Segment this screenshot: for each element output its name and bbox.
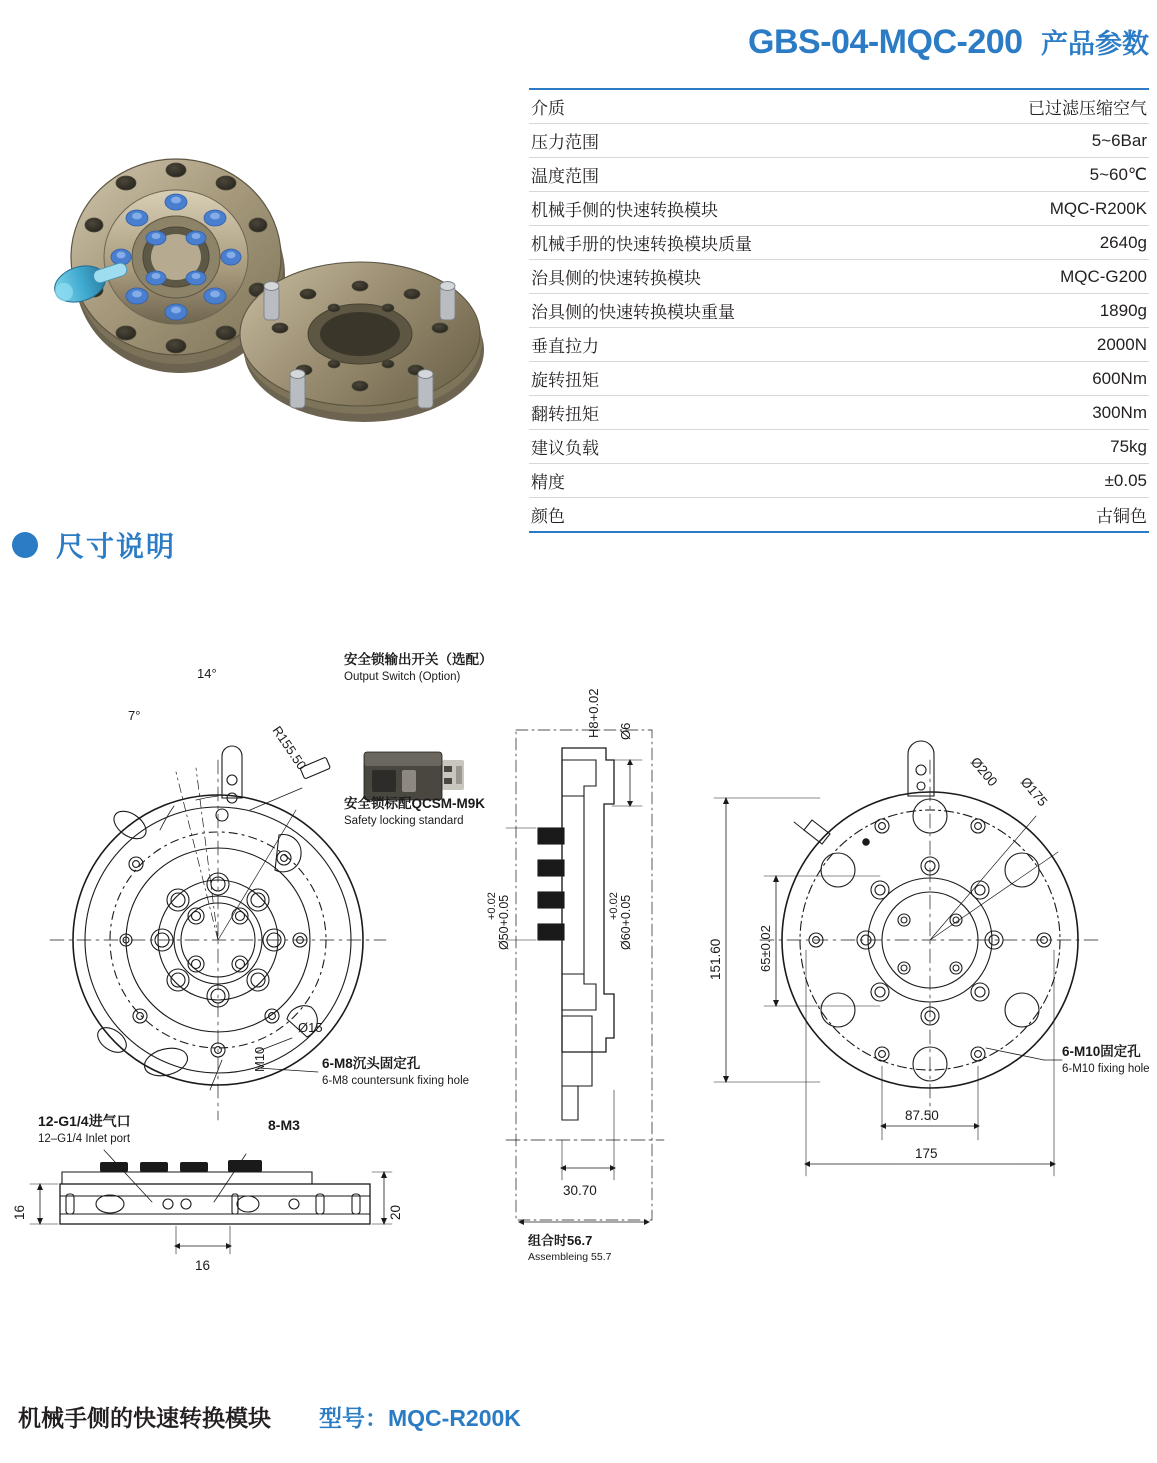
label-depth-3070: 30.70 [563,1183,597,1198]
label-countersunk-en: 6-M8 countersunk fixing hole [322,1075,470,1087]
table-row [529,396,1149,430]
spec-key: 翻转扭矩 [529,396,930,430]
spec-value: 2640g [930,226,1149,260]
label-dia60-tolerance: +0.02 [608,892,620,920]
table-row [529,294,1149,328]
technical-drawing-svg [0,620,1157,1340]
label-dia50: Ø50+0.05 [497,894,511,950]
bullet-dot-icon [12,532,38,558]
label-dia175: Ø175 [1017,774,1051,810]
label-fixing-cn: 6-M10固定孔 [1062,1044,1141,1059]
label-dia60: Ø60+0.05 [619,894,633,950]
label-dim-8750: 87.50 [905,1108,939,1123]
spec-key: 建议负载 [529,430,930,464]
output-switch-illustration [364,752,464,800]
table-row [529,226,1149,260]
spec-key: 精度 [529,464,930,498]
label-dia6: Ø6 [618,722,633,740]
label-output-switch-cn: 安全锁输出开关（选配） [344,652,493,667]
technical-drawing-area [0,620,1157,1340]
footer [18,1400,521,1433]
spec-value: MQC-R200K [930,192,1149,226]
spec-value: 5~60℃ [930,158,1149,192]
spec-value: ±0.05 [930,464,1149,498]
table-row [529,260,1149,294]
footer-model-label: 型号：MQC-R200K [319,1405,521,1431]
section-heading-label: 尺寸说明 [56,531,177,562]
spec-value: 75kg [930,430,1149,464]
label-assembly-cn: 组合时56.7 [528,1233,593,1248]
label-h8: H8+0.02 [586,688,601,738]
label-dim16-center: 16 [195,1258,211,1273]
spec-value: 1890g [930,294,1149,328]
product-overview-section [0,0,1157,526]
spec-key: 颜色 [531,507,565,526]
spec-key: 治具侧的快速转换模块 [529,260,930,294]
spec-key: 温度范围 [529,158,930,192]
label-dim20: 20 [388,1204,403,1220]
label-countersunk-cn: 6-M8沉头固定孔 [322,1056,421,1071]
spec-value: 2000N [930,328,1149,362]
label-inlet-en: 12–G1/4 Inlet port [38,1133,131,1145]
label-radius: R155.50 [269,723,310,773]
label-dim-65: 65±0.02 [758,925,773,972]
specification-table [529,88,1149,533]
spec-value: MQC-G200 [930,260,1149,294]
label-output-switch-en: Output Switch (Option) [344,671,461,683]
side-section-view [506,730,664,1225]
dimensions-section-heading [12,525,176,565]
spec-key: 机械手册的快速转换模块质量 [529,226,930,260]
page-title [529,22,1149,62]
label-angle-14: 14° [197,666,217,681]
spec-key: 介质 [529,89,930,124]
label-inlet-cn: 12-G1/4进气口 [38,1113,131,1129]
product-model-title: GBS-04-MQC-200 [748,23,1023,61]
spec-key: 旋转扭矩 [529,362,930,396]
table-row [529,464,1149,498]
table-row [529,89,1149,124]
product-params-title: 产品参数 [1041,29,1149,59]
label-m10: M10 [252,1046,267,1072]
label-dia50-tolerance: +0.02 [486,892,498,920]
drawing-labels [12,651,1150,1273]
table-row [529,362,1149,396]
footer-product-label: 机械手侧的快速转换模块 [18,1405,271,1431]
label-angle-7: 7° [128,708,141,723]
spec-key: 治具侧的快速转换模块重量 [529,294,930,328]
spec-key: 机械手侧的快速转换模块 [529,192,930,226]
spec-value: 600Nm [930,362,1149,396]
spec-value: 古铜色 [1096,507,1147,526]
bottom-edge-view [30,1150,392,1254]
label-8m3: 8-M3 [268,1117,300,1133]
label-assembly-en: Assembleing 55.7 [528,1251,612,1263]
table-row [529,124,1149,158]
table-row [529,498,1149,533]
spec-key: 压力范围 [529,124,930,158]
spec-value: 5~6Bar [930,124,1149,158]
spec-value: 300Nm [930,396,1149,430]
label-fixing-en: 6-M10 fixing hole [1062,1063,1150,1075]
table-row [529,430,1149,464]
table-row [529,158,1149,192]
label-dim-151: 151.60 [708,938,723,980]
product-photo [20,60,490,440]
label-dim-175: 175 [915,1146,938,1161]
label-dim16-left: 16 [12,1204,27,1220]
spec-key: 垂直拉力 [529,328,930,362]
label-dia200: Ø200 [967,754,1001,790]
label-safety-lock-cn: 安全锁标配QCSM-M9K [344,796,485,811]
table-row [529,192,1149,226]
specification-table-body [529,89,1149,532]
spec-value: 已过滤压缩空气 [930,89,1149,124]
table-row [529,328,1149,362]
label-safety-lock-en: Safety locking standard [344,815,464,827]
label-dia15: Ø15 [298,1020,323,1035]
product-photo-illustration [20,60,490,440]
